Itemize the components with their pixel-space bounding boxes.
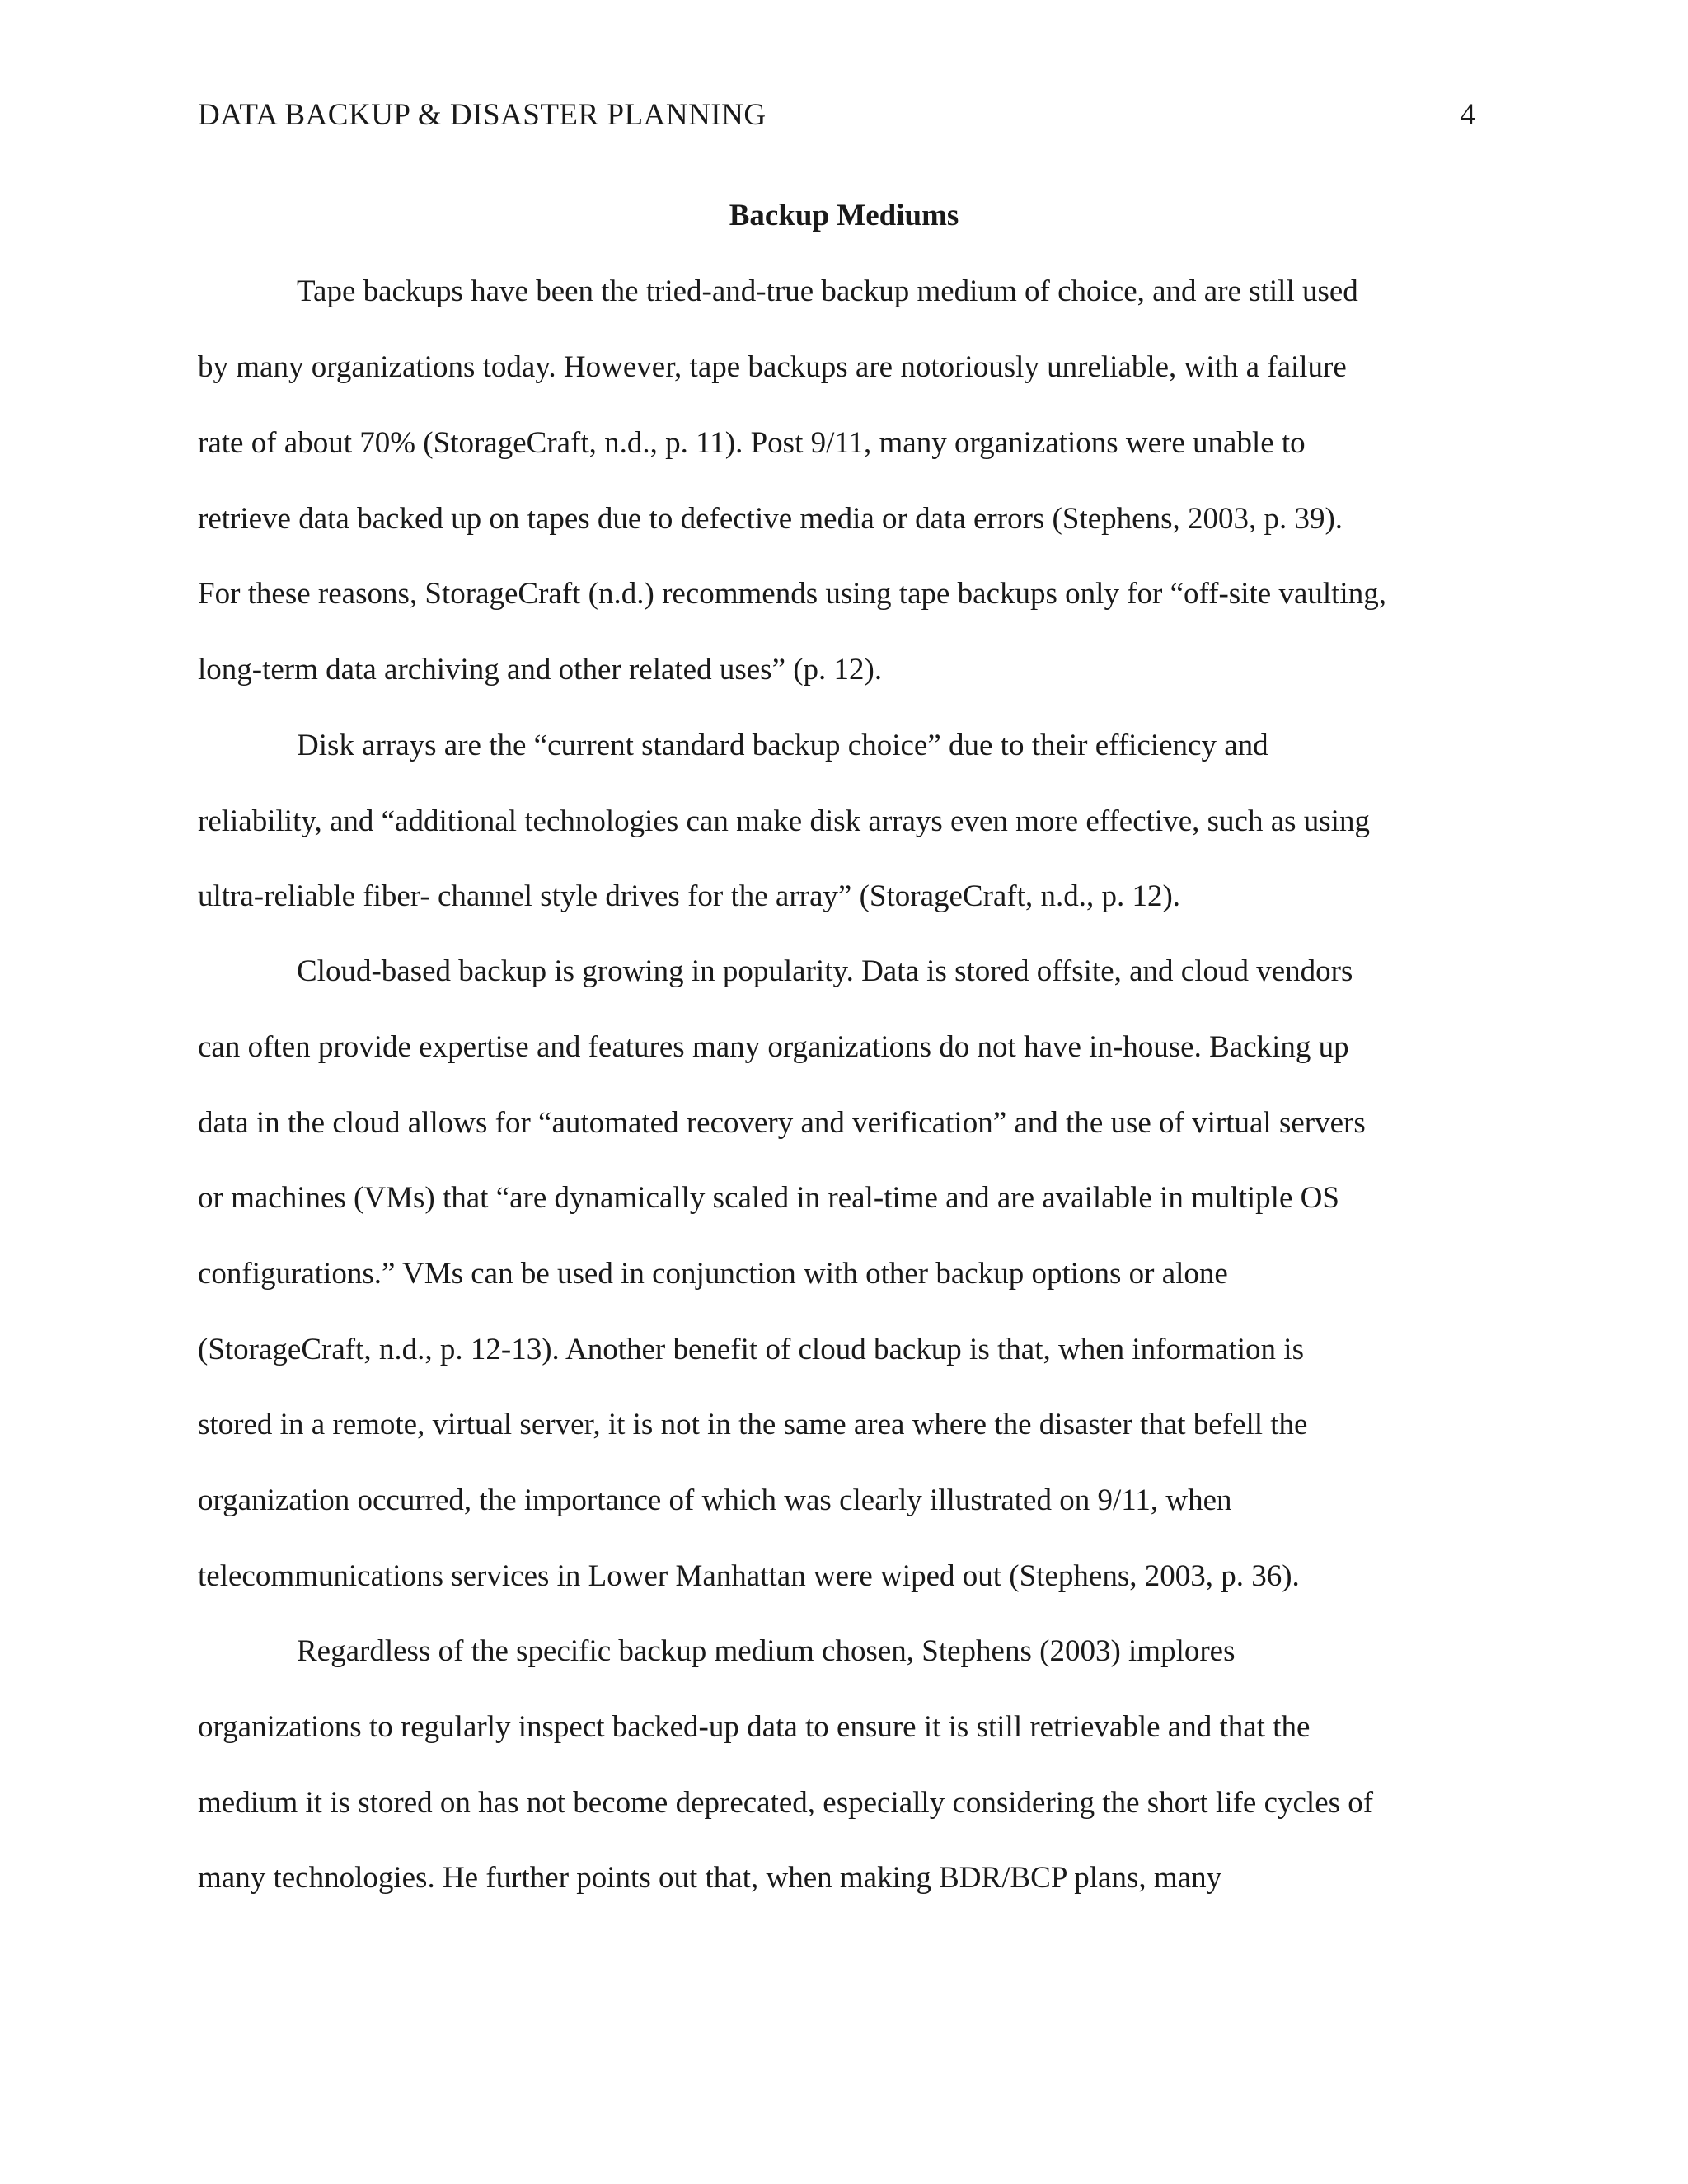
section-heading: Backup Mediums bbox=[729, 199, 959, 232]
text-line: reliability, and “additional technologies can make disk arrays even more effective, such as using bbox=[198, 804, 1370, 838]
text-line: telecommunications services in Lower Manhattan were wiped out (Stephens, 2003, p. 36). bbox=[198, 1559, 1300, 1593]
text-line: many technologies. He further points out that, when making BDR/BCP plans, many bbox=[198, 1861, 1222, 1895]
running-head: DATA BACKUP & DISASTER PLANNING bbox=[198, 98, 767, 132]
text-line: rate of about 70% (StorageCraft, n.d., p. 11). Post 9/11, many organizations were unable to bbox=[198, 426, 1306, 460]
text-line: Regardless of the specific backup medium chosen, Stephens (2003) implores bbox=[297, 1634, 1236, 1668]
text-line: For these reasons, StorageCraft (n.d.) recommends using tape backups only for “off-site vaulting, bbox=[198, 577, 1386, 611]
text-line: retrieve data backed up on tapes due to defective media or data errors (Stephens, 2003, p. 39). bbox=[198, 502, 1343, 536]
text-line: stored in a remote, virtual server, it is not in the same area where the disaster that befell the bbox=[198, 1408, 1308, 1441]
text-line: can often provide expertise and features many organizations do not have in-house. Backing up bbox=[198, 1030, 1349, 1064]
text-line: medium it is stored on has not become deprecated, especially considering the short life cycles of bbox=[198, 1786, 1374, 1820]
text-line: (StorageCraft, n.d., p. 12-13). Another benefit of cloud backup is that, when information is bbox=[198, 1333, 1304, 1366]
text-line: organization occurred, the importance of which was clearly illustrated on 9/11, when bbox=[198, 1483, 1232, 1517]
text-line: Cloud-based backup is growing in popularity. Data is stored offsite, and cloud vendors bbox=[297, 954, 1353, 988]
text-line: data in the cloud allows for “automated recovery and verification” and the use of virtual servers bbox=[198, 1106, 1366, 1140]
text-line: configurations.” VMs can be used in conjunction with other backup options or alone bbox=[198, 1257, 1228, 1291]
text-line: by many organizations today. However, tape backups are notoriously unreliable, with a failure bbox=[198, 350, 1347, 384]
text-line: Tape backups have been the tried-and-true backup medium of choice, and are still used bbox=[297, 274, 1358, 308]
page-number: 4 bbox=[1460, 98, 1475, 132]
text-line: organizations to regularly inspect backed-up data to ensure it is still retrievable and that the bbox=[198, 1710, 1311, 1744]
text-line: or machines (VMs) that “are dynamically scaled in real-time and are available in multiple OS bbox=[198, 1181, 1339, 1215]
text-line: Disk arrays are the “current standard backup choice” due to their efficiency and bbox=[297, 729, 1268, 762]
text-line: long-term data archiving and other related uses” (p. 12). bbox=[198, 653, 883, 687]
text-line: ultra-reliable fiber- channel style drives for the array” (StorageCraft, n.d., p. 12). bbox=[198, 879, 1181, 913]
